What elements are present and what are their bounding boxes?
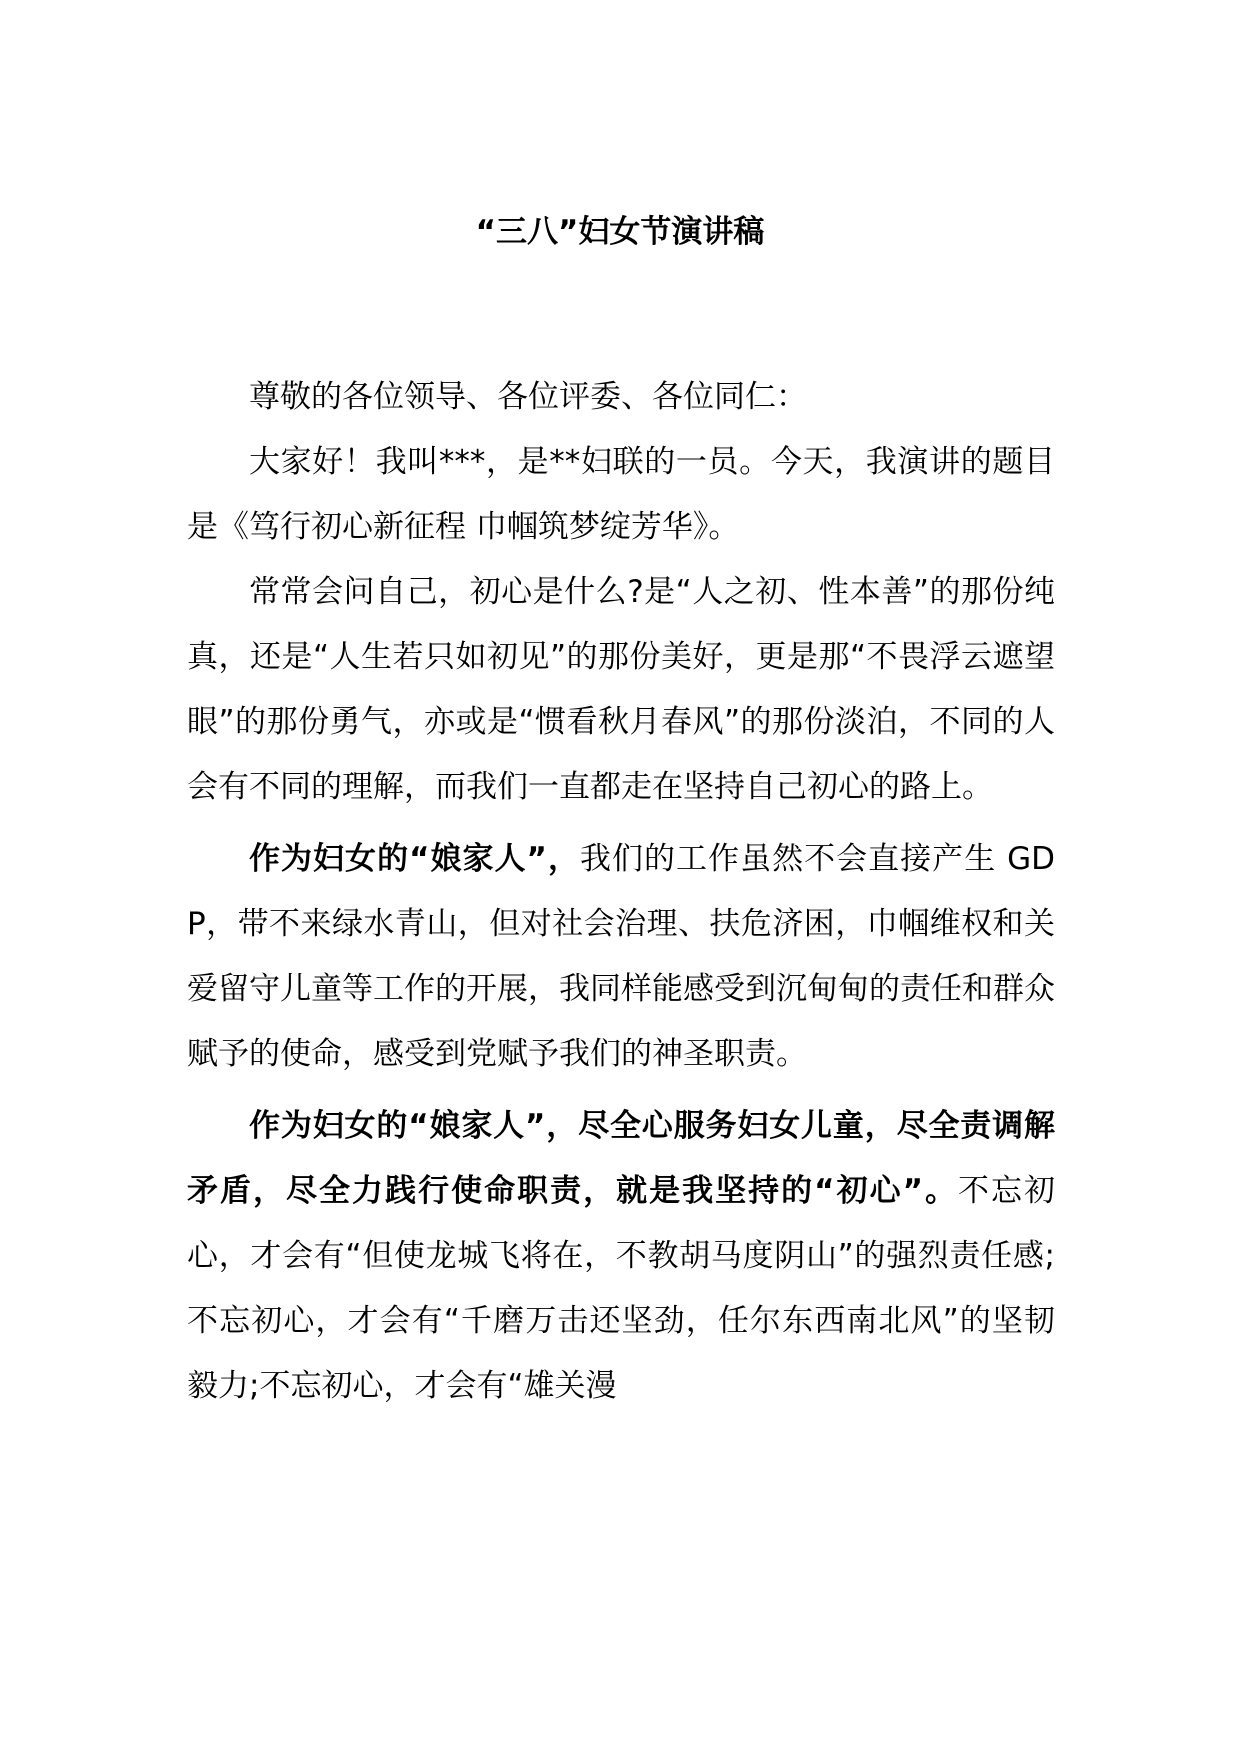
greeting-paragraph [187, 430, 1055, 560]
womens-family-bold-lead: 作为妇女的“娘家人”， [249, 841, 580, 877]
serving-paragraph [187, 1094, 1055, 1419]
document-title: “三八”妇女节演讲稿 [475, 214, 765, 250]
initial-intention-paragraph [187, 560, 1055, 820]
greeting-text: 大家好！我叫***，是**妇联的一员。今天，我演讲的题目是《笃行初心新征程 巾帼筑梦绽芳华》。 [187, 444, 1055, 545]
initial-intention-text: 常常会问自己，初心是什么?是“人之初、性本善”的那份纯真，还是“人生若只如初见”的那份美好，更是那“不畏浮云遮望眼”的那份勇气，亦或是“惯看秋月春风”的那份淡泊，不同的人会有不同的理解，而我们一直都走在坚持自己初心的路上。 [187, 574, 1055, 805]
document-body [187, 365, 1055, 1419]
serving-bold-lead: 作为妇女的“娘家人”，尽全心服务妇女儿童，尽全责调解矛盾，尽全力践行使命职责，就是我坚持的“初心”。 [187, 1108, 1055, 1209]
womens-family-paragraph [187, 827, 1055, 1087]
serving-text: 不忘初心，才会有“但使龙城飞将在，不教胡马度阴山”的强烈责任感;不忘初心，才会有“千磨万击还坚劲，任尔东西南北风”的坚韧毅力;不忘初心，才会有“雄关漫 [187, 1173, 1056, 1404]
womens-family-text: 我们的工作虽然不会直接产生 GDP，带不来绿水青山，但对社会治理、扶危济困，巾帼维权和关爱留守儿童等工作的开展，我同样能感受到沉甸甸的责任和群众赋予的使命，感受到党赋予我们的神圣职责。 [187, 841, 1055, 1072]
salutation-text: 尊敬的各位领导、各位评委、各位同仁： [249, 379, 807, 415]
salutation-paragraph [187, 365, 1055, 430]
